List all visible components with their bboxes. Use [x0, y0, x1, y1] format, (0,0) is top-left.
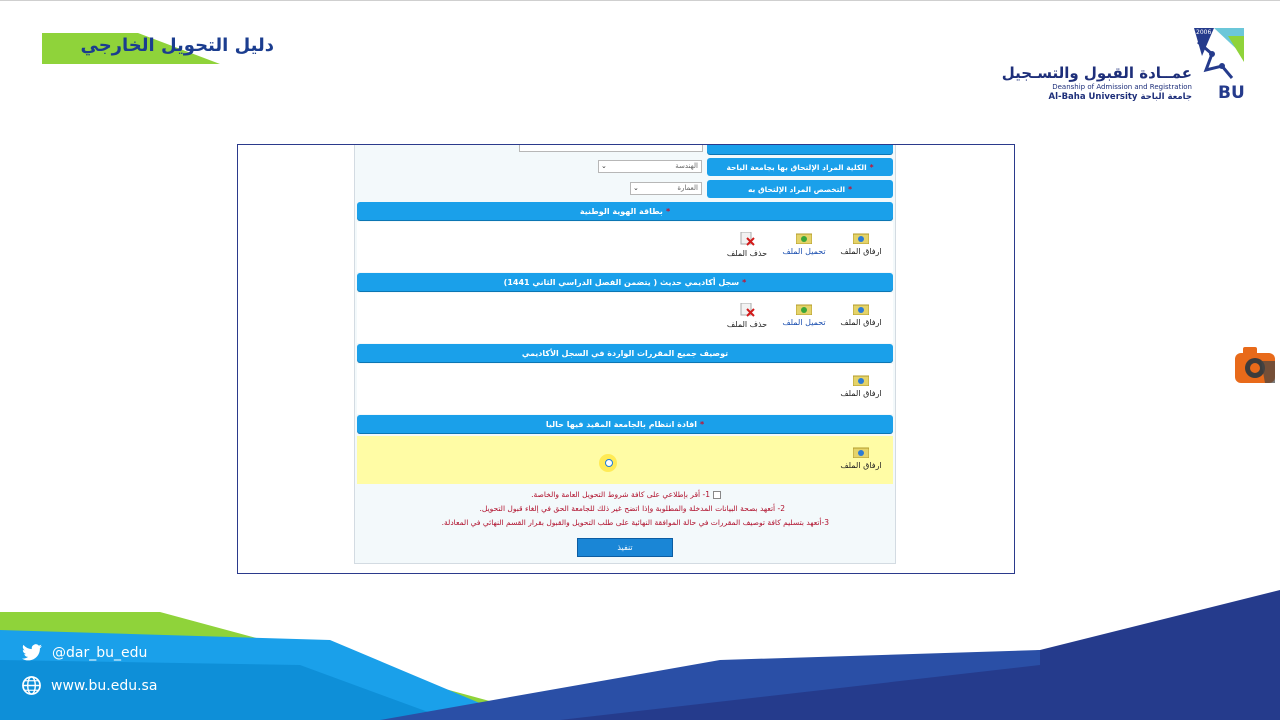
chevron-down-icon: ⌄: [633, 184, 639, 192]
delete-file-icon: [739, 232, 755, 246]
footer-banner: [0, 590, 1280, 720]
attach-file-button[interactable]: ارفاق الملف: [835, 232, 887, 256]
section-national-id: * بطاقة الهوية الوطنية: [357, 202, 893, 220]
globe-icon: [22, 676, 41, 695]
bu-emblem: [1192, 26, 1248, 106]
folder-info-icon: [853, 232, 869, 244]
attach-file-button[interactable]: ارفاق الملف: [835, 374, 887, 398]
university-logo: [1001, 26, 1250, 104]
university-name-ar: جامعة الباحة: [1140, 92, 1192, 102]
course-descriptions-files: [357, 364, 893, 414]
attach-file-button[interactable]: ارفاق الملف: [835, 303, 887, 327]
deanship-name-en: Deanship of Admission and Registration: [1052, 83, 1192, 91]
major-select[interactable]: العمارة ⌄: [630, 182, 702, 195]
twitter-icon: [22, 644, 42, 661]
download-file-link[interactable]: تحميل الملف: [778, 303, 830, 327]
delete-file-button[interactable]: حذف الملف: [721, 232, 773, 258]
guide-title: دليل التحويل الخارجي: [80, 35, 274, 56]
delete-file-icon: [739, 303, 755, 317]
partial-input[interactable]: [519, 145, 703, 152]
folder-info-icon: [853, 303, 869, 315]
pledge-3: 3-أتعهد بتسليم كافة توصيف المقررات في حالة الموافقة النهائية على طلب التحويل والقبول بقرار القسم النهائي في المعادلة.: [441, 518, 829, 527]
form-screenshot-frame: [237, 144, 1015, 574]
folder-download-icon: [796, 232, 812, 244]
folder-download-icon: [796, 303, 812, 315]
section-enrollment-certificate: * افادة انتظام بالجامعة المقيد فيها حاليا: [357, 415, 893, 433]
partial-field-label: [707, 145, 893, 154]
college-select[interactable]: الهندسة ⌄: [598, 160, 702, 173]
folder-info-icon: [853, 374, 869, 386]
mouse-cursor-highlight: [599, 454, 617, 472]
website-link[interactable]: www.bu.edu.sa: [22, 676, 157, 695]
pledge-checkbox[interactable]: [713, 491, 721, 499]
chevron-down-icon: ⌄: [601, 162, 607, 170]
download-file-link[interactable]: تحميل الملف: [778, 232, 830, 256]
footer-shapes: [0, 590, 1280, 720]
transfer-form: [354, 145, 896, 564]
university-name: [1049, 92, 1192, 102]
academic-record-files: [357, 293, 893, 343]
college-label: * الكلية المراد الإلتحاق بها بجامعة الباحة: [707, 158, 893, 176]
attach-file-button[interactable]: ارفاق الملف: [835, 446, 887, 470]
guide-title-banner: [42, 31, 274, 64]
folder-info-icon: [853, 446, 869, 458]
delete-file-button[interactable]: حذف الملف: [721, 303, 773, 329]
enrollment-files-highlighted: [357, 436, 893, 484]
university-name-en: Al-Baha University: [1048, 92, 1138, 102]
deanship-name-ar: عمــادة القبول والتسـجيل: [1001, 64, 1192, 82]
major-label: * التخصص المراد الإلتحاق به: [707, 180, 893, 198]
top-divider: [0, 0, 1280, 1]
section-course-descriptions: توصيف جميع المقررات الواردة في السجل الأكاديمي: [357, 344, 893, 362]
camera-icon: [1235, 347, 1275, 385]
pledge-1[interactable]: 1- أقر بإطلاعي على كافة شروط التحويل العامة والخاصة.: [531, 490, 721, 499]
section-academic-record: * سجل أكاديمي حديث ( يتضمن الفصل الدراسي الثاني 1441): [357, 273, 893, 291]
pledge-2: 2- أتعهد بصحة البيانات المدخلة والمطلوبة وإذا اتضح غير ذلك للجامعة الحق في إلغاء قبول التحويل.: [479, 504, 785, 513]
national-id-files: [357, 222, 893, 272]
logo-year: 2006: [1196, 29, 1212, 36]
submit-button[interactable]: تنفيذ: [577, 538, 673, 557]
twitter-handle[interactable]: @dar_bu_edu: [22, 644, 147, 661]
logo-mark-text: BU: [1218, 83, 1245, 102]
